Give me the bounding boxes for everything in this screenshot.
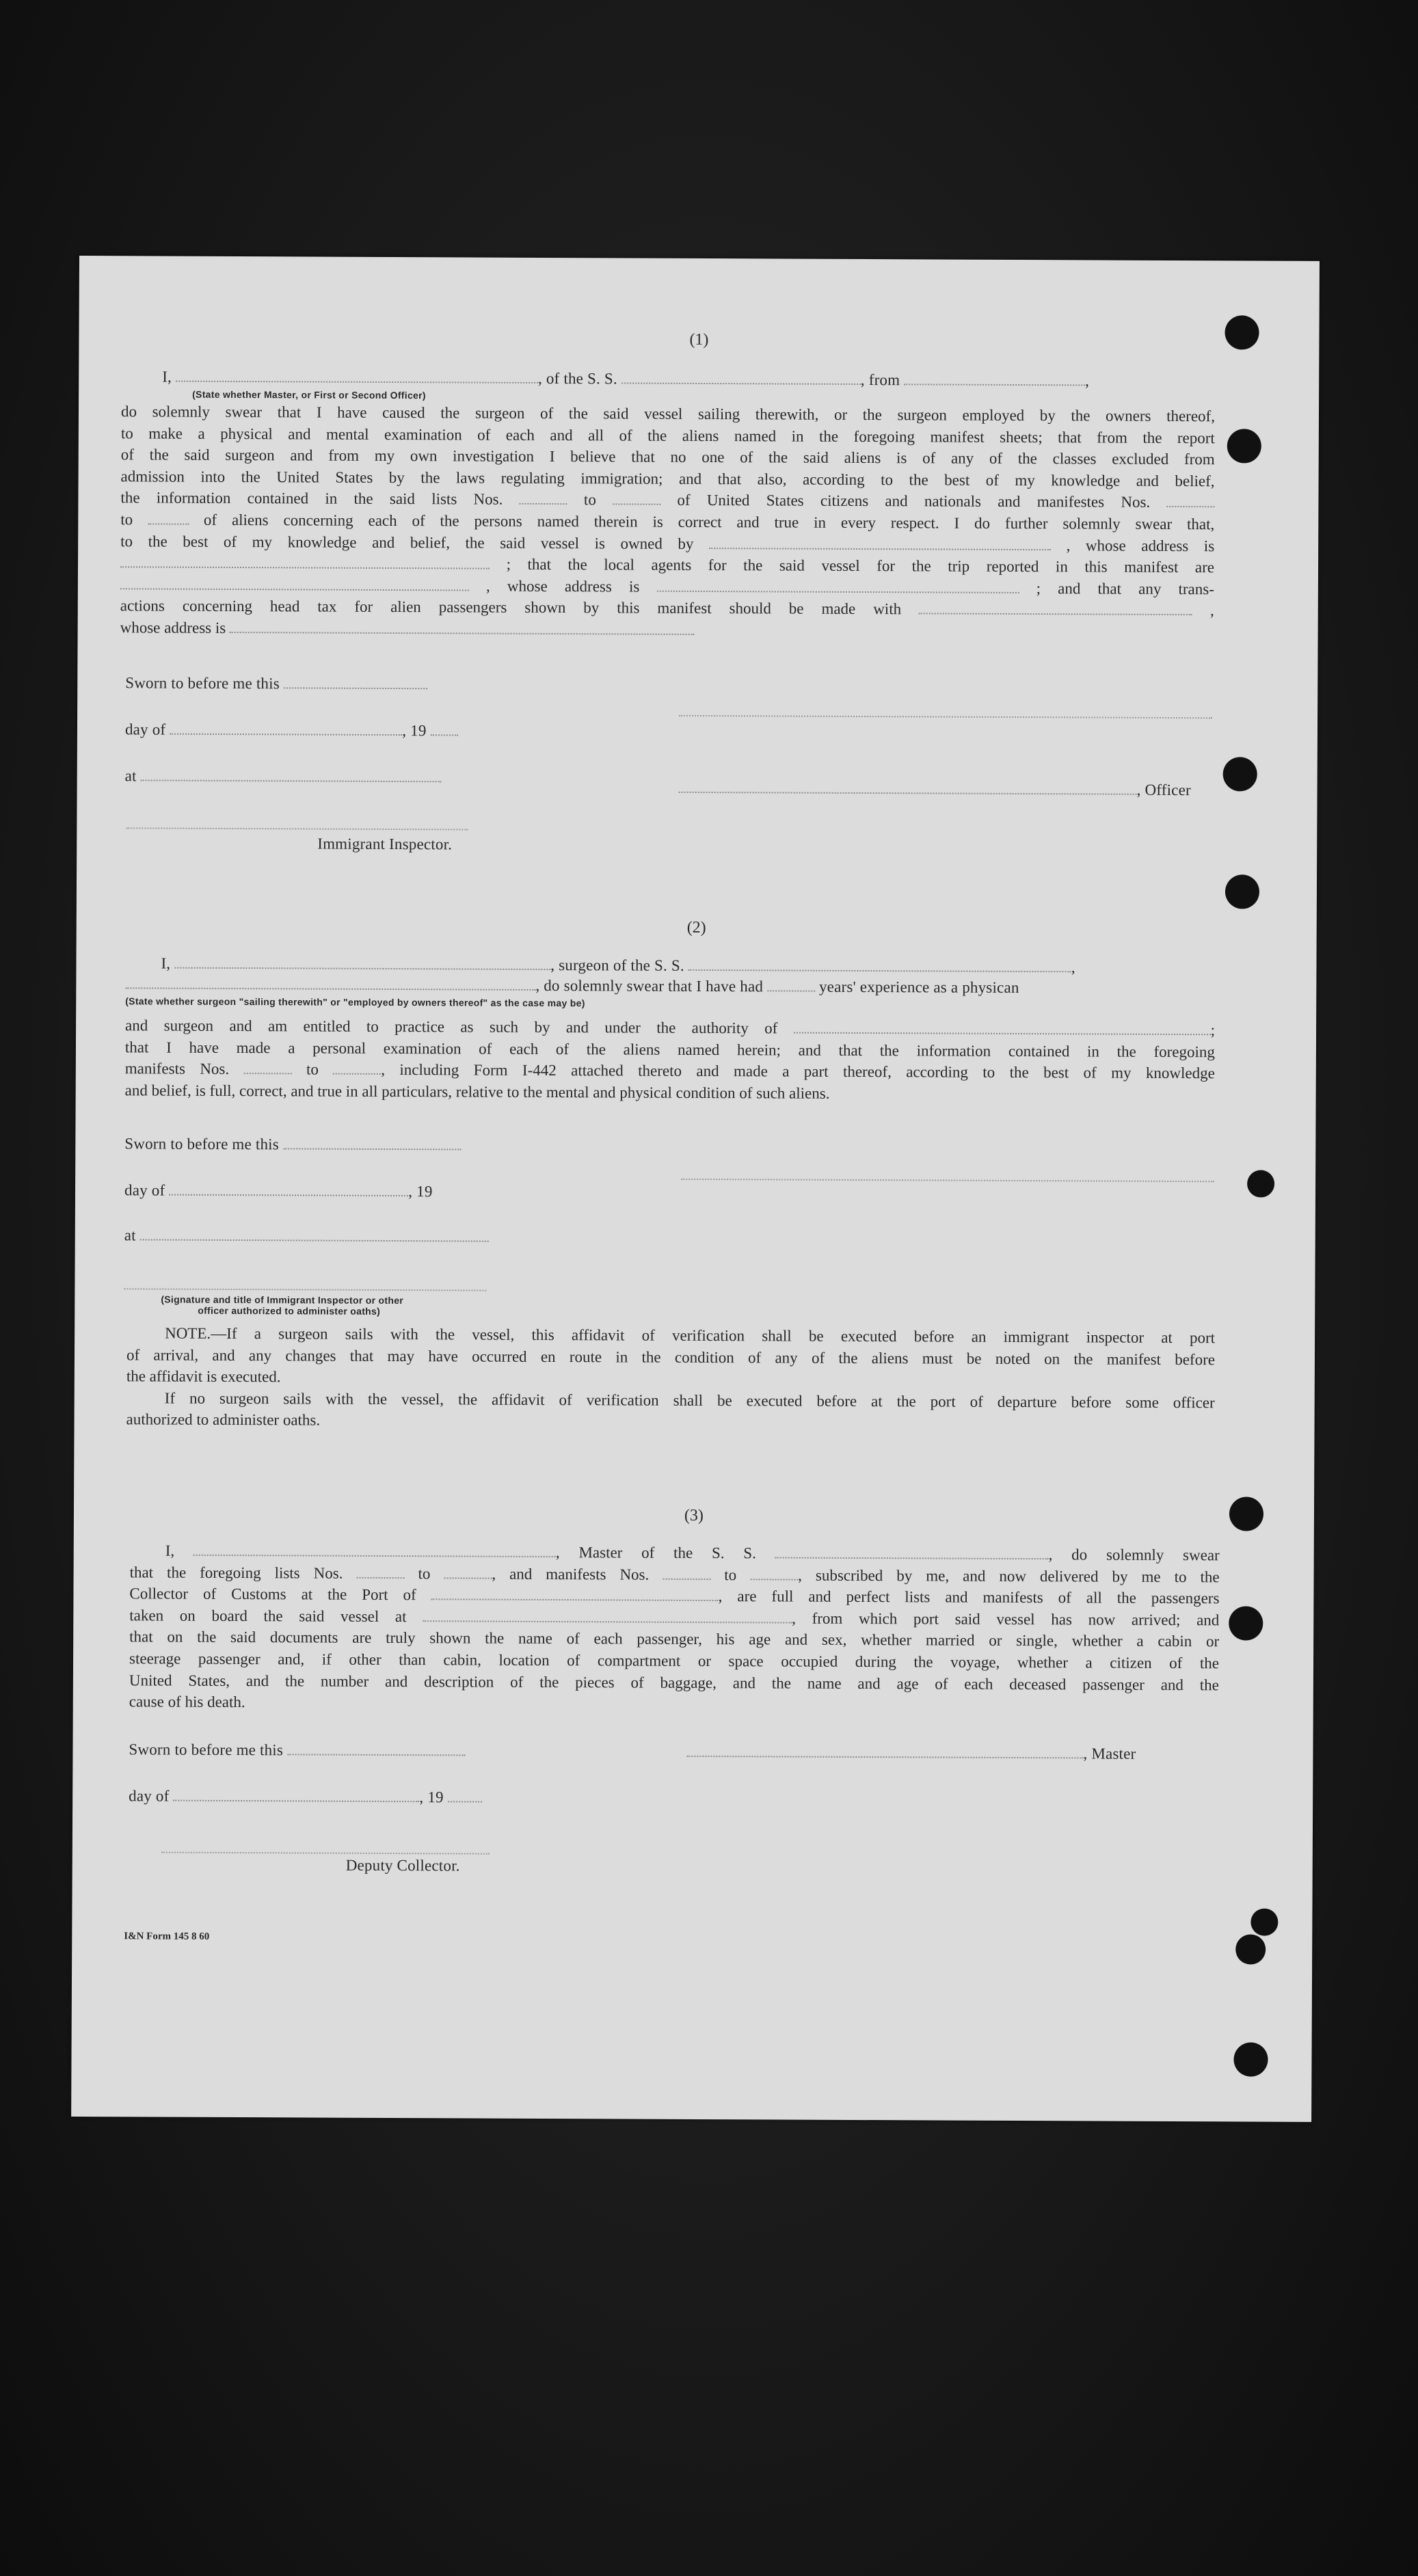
manifest-affidavit-page (71, 256, 1320, 2122)
s3-paragraph: I, , Master of the S. S. , do solemnly swear that the foregoing lists Nos. to , and manifests Nos. to , subscribed by me, and now delivered by me to the Collector of Customs at the Port of , are full and perfect lists and manifests of all the passengers taken on board the said vessel at , from which port said vessel has now arrived; and that on the said documents are truly shown the name of each passenger, his age and sex, whether married or single, whether a cabin or steerage passenger and, if other than cabin, location of compartment or space occupied during the voyage, whether a citizen of the United States, and the number and description of the pieces of baggage, and the name and age of each deceased passenger and the cause of his death. (129, 1542, 1220, 1711)
s3-sworn: Sworn to before me this (129, 1741, 465, 1760)
s2-inspector-line (124, 1288, 486, 1291)
section-2-number: (2) (686, 918, 706, 937)
s1-officer: , Officer (679, 779, 1191, 799)
form-number: I&N Form 145 8 60 (124, 1931, 210, 1942)
s2-paragraph: and surgeon and am entitled to practice as such by and under the authority of ; that I have made a personal examination of each of the aliens named herein; and that the information contained in the foregoing manifests Nos. to , including Form I-442 attached thereto and made a part thereof, according to the best of my knowledge and belief, is full, correct, and true in all particulars, relative to the mental and physical condition of such aliens. (124, 1017, 1216, 1102)
s2-line-2: , do solemnly swear that I have had years' experience as a physican (125, 975, 1019, 997)
binder-hole (1229, 1606, 1263, 1640)
s2-sig-caption-1: (Signature and title of Immigrant Inspector or other (161, 1293, 404, 1306)
s2-sig-caption-2: officer authorized to administer oaths) (198, 1304, 381, 1317)
s1-paragraph: do solemnly swear that I have caused the surgeon of the said vessel sailing therewith, or the surgeon employed by the owners thereof, to make a physical and mental examination of each and all of the aliens named in the foregoing manifest sheets; that from the report of the said surgeon and from my own investigation I believe that no one of the said aliens is of any of the classes excluded from admission into the United States by the laws regulating immigration; and that also, according to the best of my knowledge and belief, the information contained in the said lists Nos. to of United States citizens and nationals and manifestes Nos. to of aliens concerning each of the persons named therein is correct and true in every respect. I do further solemnly swear that, to the best of my knowledge and belief, the said vessel is owned by , whose address is ; that the local agents for the said vessel for the trip reported in this manifest are , whose address is ; and that any trans- actions concerning head tax for alien passengers shown by this manifest should be made with , whose address is (120, 403, 1216, 636)
s1-inspector: Immigrant Inspector. (317, 835, 453, 853)
s2-sworn: Sworn to before me this (124, 1135, 461, 1154)
binder-hole (1223, 757, 1257, 791)
s1-inspector-line (126, 827, 468, 830)
s1-day-of: day of , 19 (125, 721, 458, 740)
s2-surgeon-caption: (State whether surgeon "sailing therewith" or "employed by owners thereof" as the case may be) (125, 995, 585, 1009)
binder-hole (1225, 874, 1259, 909)
binder-hole (1250, 1908, 1278, 1935)
binder-hole (1247, 1170, 1274, 1197)
binder-hole (1233, 2042, 1268, 2076)
s3-deputy: Deputy Collector. (345, 1856, 460, 1875)
binder-hole (1235, 1934, 1266, 1964)
s2-day-of: day of , 19 (124, 1181, 433, 1200)
s3-master: , Master (686, 1743, 1136, 1763)
s2-note: NOTE.—If a surgeon sails with the vessel, this affidavit of verification shall be executed before an immigrant inspector at port of arrival, and any changes that may have occurred en route in the condition of any of the aliens must be noted on the manifest before the affidavit is executed. If no surgeon sails with the vessel, the affidavit of verification shall be executed before at the port of departure before some officer authorized to administer oaths. (126, 1324, 1216, 1429)
s2-at: at (124, 1226, 489, 1246)
s1-line-1: I, , of the S. S. , from , (162, 368, 1090, 390)
s1-sworn: Sworn to before me this (125, 674, 427, 693)
binder-hole (1227, 429, 1261, 463)
s1-signature-line (679, 715, 1212, 719)
s1-officer-caption: (State whether Master, or First or Second Officer) (192, 388, 426, 401)
s2-signature-line (681, 1179, 1214, 1182)
section-1-number: (1) (689, 330, 709, 349)
s3-deputy-line (161, 1852, 490, 1855)
s3-day-of: day of , 19 (129, 1787, 482, 1806)
section-3-number: (3) (684, 1506, 704, 1525)
s2-line-1: I, , surgeon of the S. S. , (161, 954, 1075, 976)
s1-at: at (125, 767, 442, 786)
